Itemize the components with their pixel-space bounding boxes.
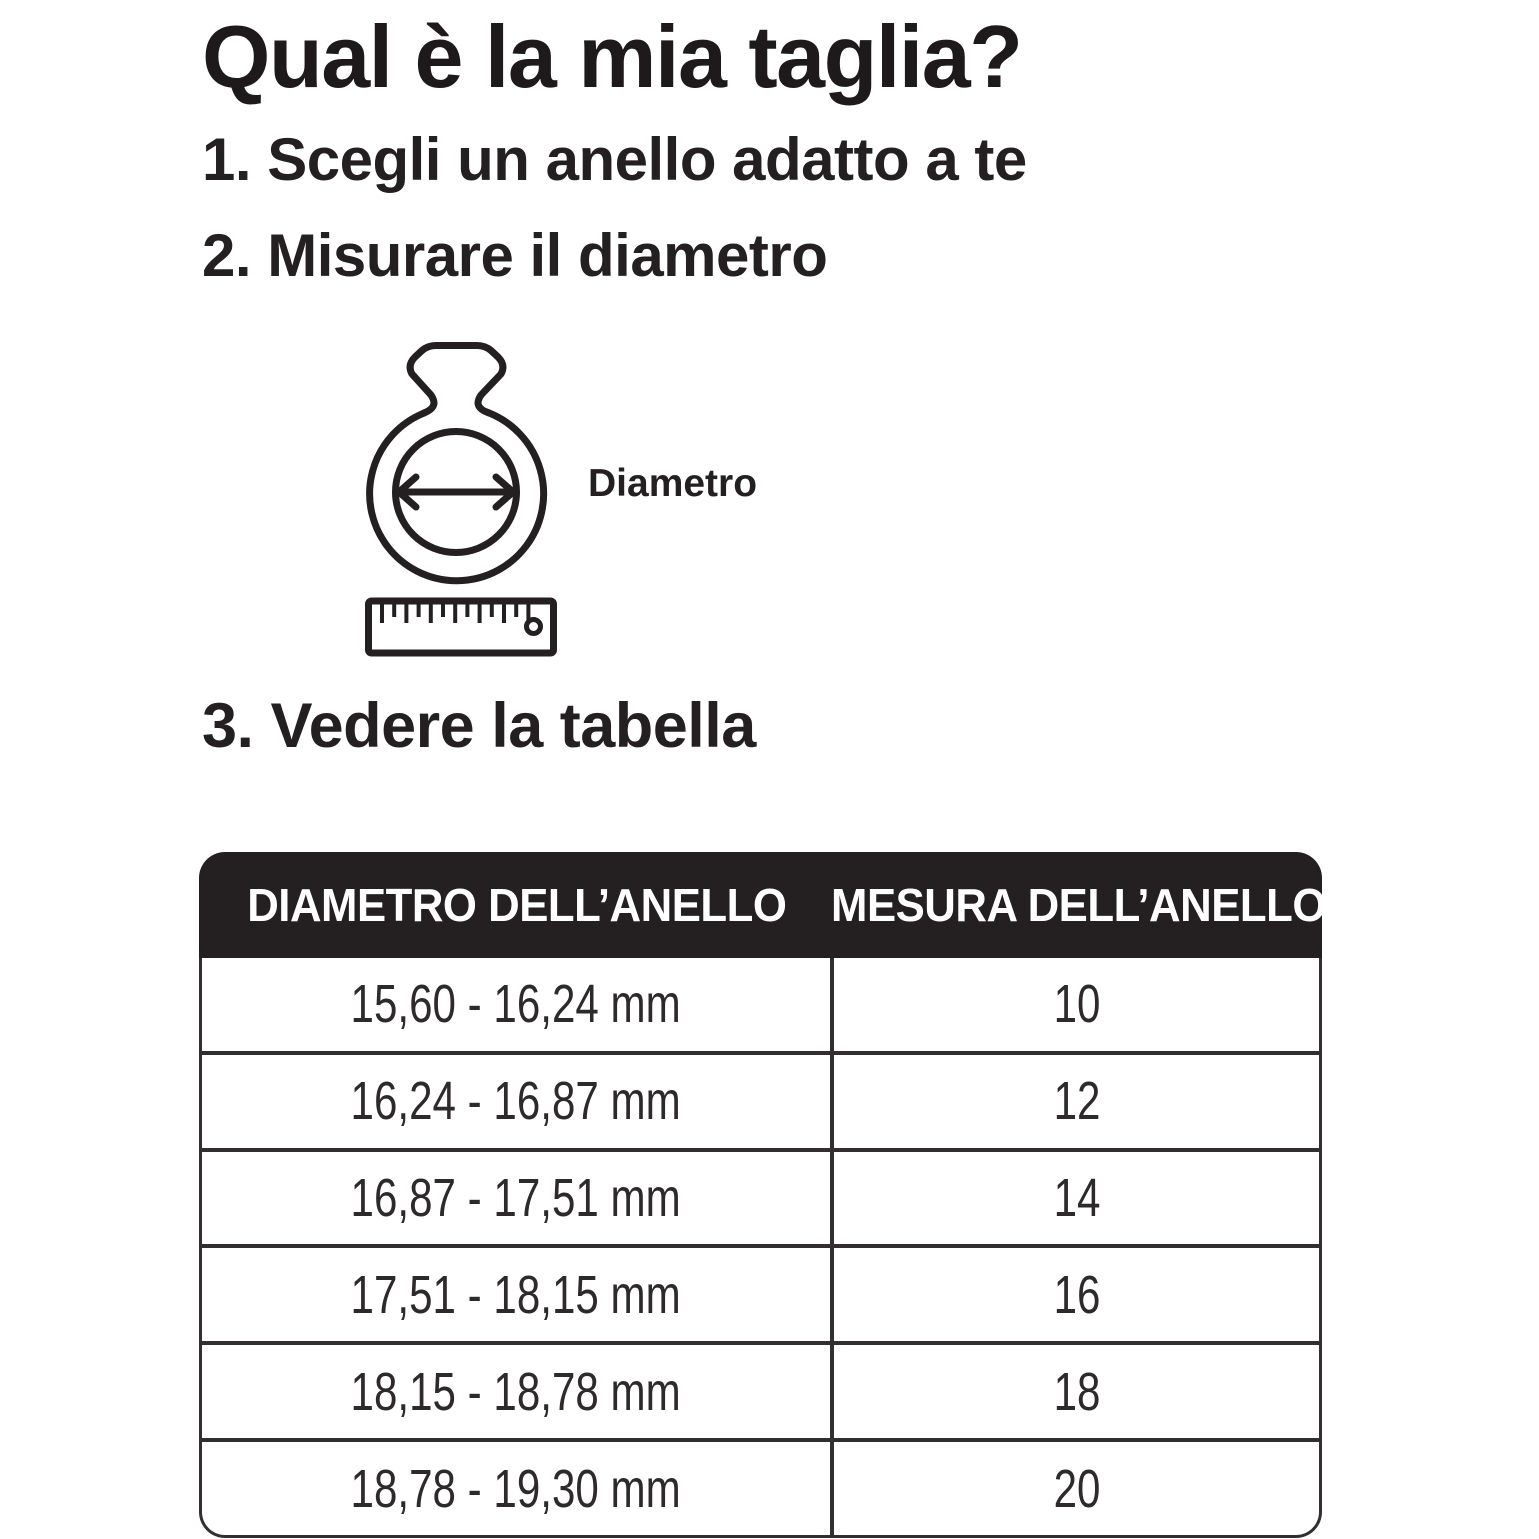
size-cell: 14 xyxy=(1053,1168,1101,1229)
ruler-icon xyxy=(369,601,554,653)
table-row xyxy=(202,1051,1319,1148)
table-row xyxy=(202,1341,1319,1438)
table-row xyxy=(202,1244,1319,1341)
column-header-diameter: DIAMETRO DELL’ANELLO xyxy=(247,879,787,931)
diameter-arrow-icon xyxy=(399,477,513,507)
step-2-heading: 2. Misurare il diametro xyxy=(202,222,828,289)
table-row xyxy=(202,958,1319,1051)
diameter-cell: 17,51 - 18,15 mm xyxy=(202,1248,834,1341)
ring-measurement-figure xyxy=(350,338,570,660)
diameter-cell: 15,60 - 16,24 mm xyxy=(202,958,834,1051)
diameter-cell: 18,15 - 18,78 mm xyxy=(202,1345,834,1438)
ring-with-diamond-icon xyxy=(370,346,544,581)
table-row xyxy=(202,1438,1319,1535)
diameter-cell: 16,24 - 16,87 mm xyxy=(202,1055,834,1148)
size-cell: 18 xyxy=(1053,1361,1101,1422)
table-row xyxy=(202,1148,1319,1245)
step-3-heading: 3. Vedere la tabella xyxy=(202,691,756,761)
diameter-cell: 16,87 - 17,51 mm xyxy=(202,1152,834,1245)
ring-size-table xyxy=(199,852,1326,1538)
table-body xyxy=(199,958,1322,1538)
size-cell: 10 xyxy=(1053,974,1101,1035)
step-1-heading: 1. Scegli un anello adatto a te xyxy=(202,126,1027,193)
column-header-size: MESURA DELL’ANELLO xyxy=(830,879,1326,931)
size-cell: 20 xyxy=(1053,1458,1101,1519)
size-cell: 16 xyxy=(1053,1264,1101,1325)
table-header-row xyxy=(199,852,1326,958)
page-title: Qual è la mia taglia? xyxy=(202,7,1022,106)
diameter-label: Diametro xyxy=(588,462,758,505)
diameter-cell: 18,78 - 19,30 mm xyxy=(202,1442,834,1535)
size-cell: 12 xyxy=(1053,1071,1101,1132)
